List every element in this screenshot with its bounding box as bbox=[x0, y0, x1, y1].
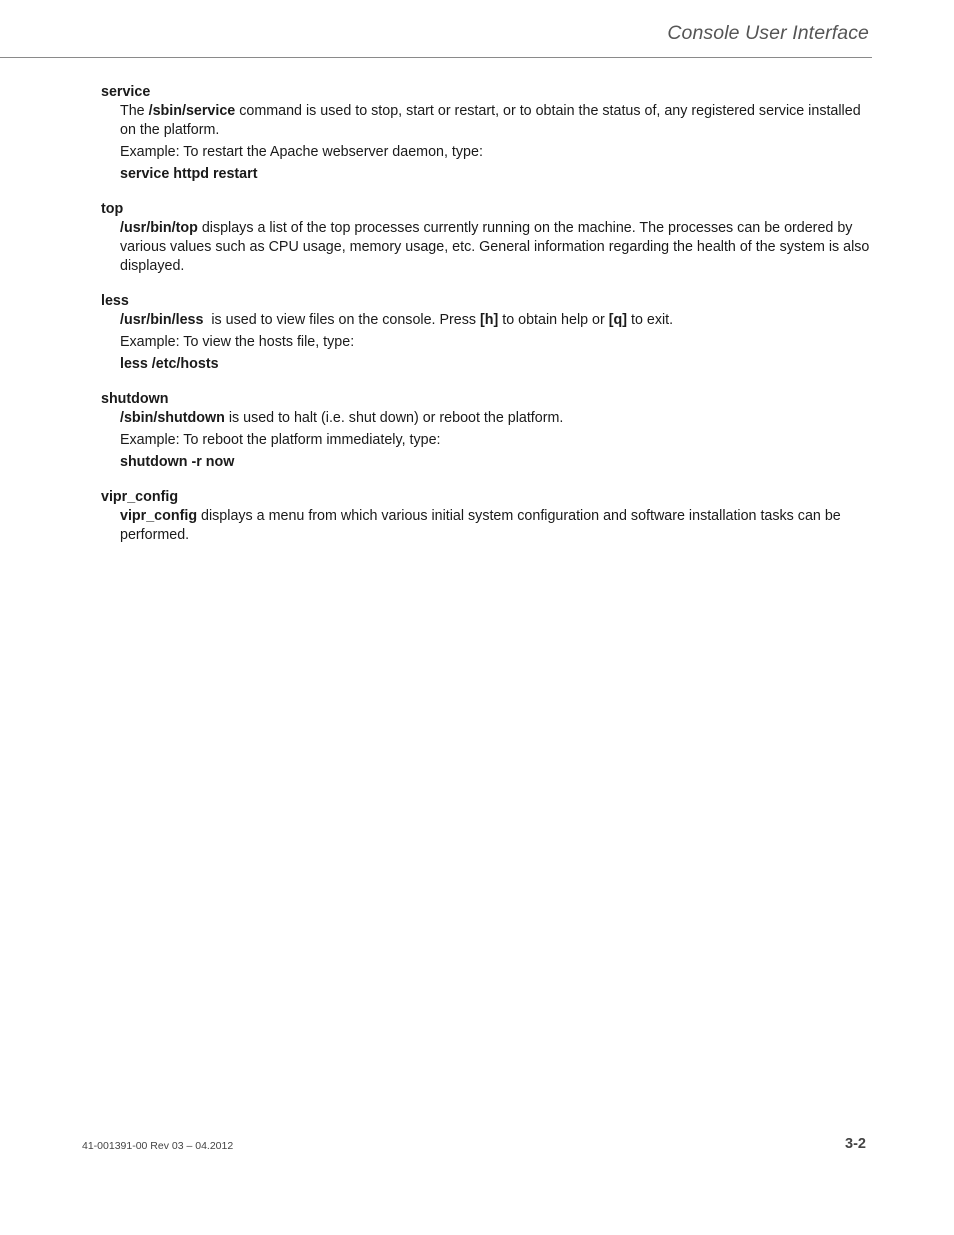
example-text: Example: To restart the Apache webserver daemon, type: bbox=[120, 144, 483, 160]
example-text: Example: To view the hosts file, type: bbox=[120, 334, 355, 350]
example-text: Example: To reboot the platform immediately, type: bbox=[120, 432, 441, 448]
header-divider bbox=[0, 57, 872, 58]
description-shutdown bbox=[120, 409, 871, 472]
section-less bbox=[101, 292, 871, 374]
footer-page-number: 3-2 bbox=[845, 1136, 866, 1152]
description-text: vipr_config displays a menu from which various initial system configuration and software installation tasks can be performed. bbox=[120, 508, 841, 543]
command-name: vipr_config bbox=[120, 508, 198, 524]
term-top: top bbox=[101, 201, 124, 217]
key-exit: [q] bbox=[608, 312, 627, 328]
example-command: service httpd restart bbox=[120, 166, 258, 182]
term-vipr-config: vipr_config bbox=[101, 489, 179, 505]
description-vipr-config bbox=[120, 507, 871, 545]
command-name: /sbin/service bbox=[148, 103, 236, 119]
section-service bbox=[101, 83, 871, 184]
description-text: The /sbin/service command is used to stop, start or restart, or to obtain the status of, any registered service installed on the platform. bbox=[120, 103, 861, 138]
command-name: /usr/bin/less bbox=[120, 312, 204, 328]
description-text: /usr/bin/less is used to view files on the console. Press [h] to obtain help or [q] to exit. bbox=[120, 312, 674, 328]
example-command: shutdown -r now bbox=[120, 454, 235, 470]
term-shutdown: shutdown bbox=[101, 391, 169, 407]
description-service bbox=[120, 102, 871, 184]
description-top bbox=[120, 219, 871, 276]
section-shutdown bbox=[101, 390, 871, 472]
term-less: less bbox=[101, 293, 129, 309]
document-body bbox=[101, 83, 871, 561]
command-name: /sbin/shutdown bbox=[120, 410, 225, 426]
example-command: less /etc/hosts bbox=[120, 356, 219, 372]
footer-document-number: 41-001391-00 Rev 03 – 04.2012 bbox=[82, 1140, 234, 1152]
description-text: /sbin/shutdown is used to halt (i.e. shut down) or reboot the platform. bbox=[120, 410, 564, 426]
command-name: /usr/bin/top bbox=[120, 220, 198, 236]
description-less bbox=[120, 311, 871, 374]
term-service: service bbox=[101, 84, 151, 100]
section-vipr-config bbox=[101, 488, 871, 545]
page-header-title: Console User Interface bbox=[667, 22, 869, 44]
description-text: /usr/bin/top displays a list of the top processes currently running on the machine. The processes can be ordered by various values such as CPU usage, memory usage, etc. General information regarding the health of the system is also displayed. bbox=[120, 220, 870, 274]
section-top bbox=[101, 200, 871, 276]
key-help: [h] bbox=[479, 312, 499, 328]
